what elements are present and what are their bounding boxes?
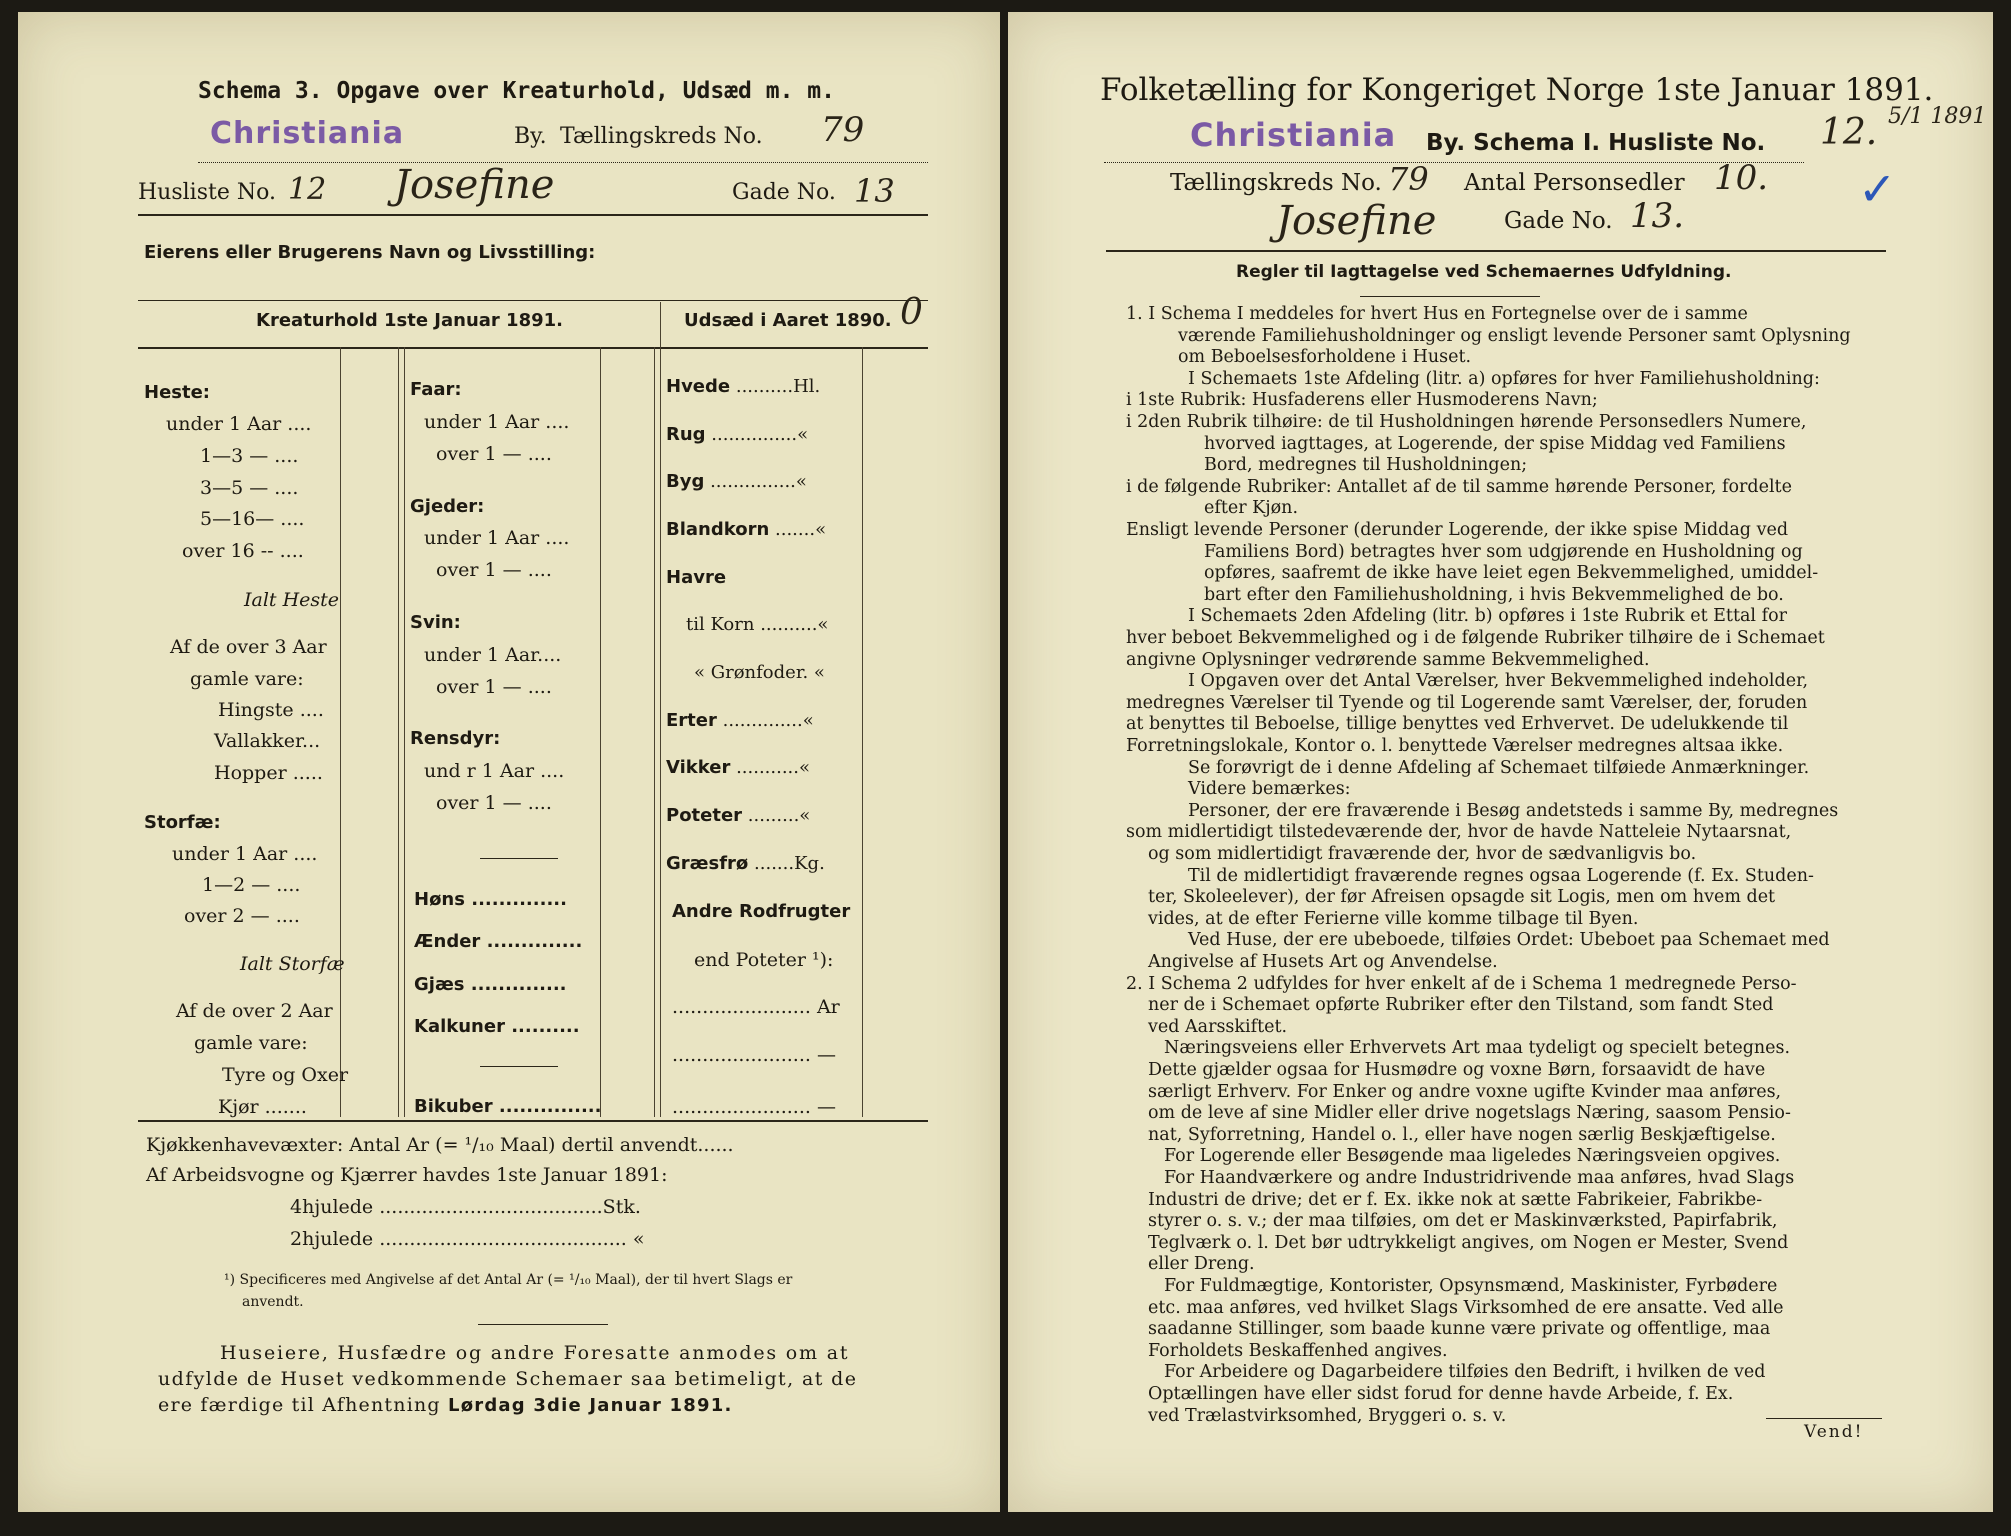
svin-row: under 1 Aar.... <box>424 644 562 666</box>
rule-line: Optællingen have eller sidst forud for denne havde Arbeide, f. Ex. <box>1148 1384 1734 1404</box>
gade-label: Gade No. <box>732 180 836 205</box>
rule-line: Industri de drive; det er f. Ex. ikke nok at sætte Fabrikeier, Fabrikbe- <box>1148 1189 1763 1210</box>
kreds-label: Tællingskreds No. <box>1170 170 1382 196</box>
kreds-value: 79 <box>821 110 865 150</box>
by-line <box>1104 162 1804 163</box>
rule-line: Videre bemærkes: <box>1188 779 1351 800</box>
crop-row: Poteter .........« <box>666 805 811 826</box>
husliste-label: Husliste No. <box>138 180 276 205</box>
rule-line: etc. maa anføres, ved hvilket Slags Virksomhed de ere ansatte. Ved alle <box>1148 1297 1784 1318</box>
af-over2-label: Af de over 2 Aar <box>176 1000 333 1022</box>
rule-line: om Beboelsesforholdene i Huset. <box>1178 347 1472 368</box>
gade-value: 13. <box>1630 196 1685 236</box>
header-rule <box>1106 250 1886 252</box>
firehjulede: 4hjulede .....................................Stk. <box>290 1196 641 1218</box>
rule-line: I Opgaven over det Antal Værelser, hver Bekvemmelighed indeholder, <box>1188 671 1809 692</box>
crop-row: Hvede ..........Hl. <box>666 376 821 397</box>
table-bottom-rule <box>138 1120 928 1122</box>
storfae-row: 1—2 — .... <box>202 874 301 896</box>
heste-row: 3—5 — .... <box>200 477 299 499</box>
gade-label: Gade No. <box>1504 208 1613 234</box>
udsaed-header: Udsæd i Aaret 1890. <box>684 310 892 331</box>
arbeidsvogne: Af Arbeidsvogne og Kjærrer havdes 1ste Januar 1891: <box>146 1164 668 1186</box>
rule-line: Familiens Bord) betragtes hver som udgjørende en Husholdning og <box>1204 541 1803 562</box>
rule-line: Se forøvrigt de i denne Afdeling af Schemaet tilføiede Anmærkninger. <box>1188 757 1810 778</box>
fowl-row: Gjæs .............. <box>414 974 567 995</box>
heste-row: 1—3 — .... <box>200 445 299 467</box>
bikuber-row: Bikuber ............... <box>414 1096 602 1117</box>
rule-line: som midlertidigt tilstedeværende der, hvor de havde Natteleie Nytaarsnat, <box>1126 822 1792 843</box>
by-line <box>198 162 928 163</box>
rule-line: efter Kjøn. <box>1204 498 1299 519</box>
faar-label: Faar: <box>410 379 462 400</box>
rule-line: bart efter den Familiehusholdning, i hvis Bekvemmelighed de bo. <box>1204 584 1784 605</box>
rule-line: i de følgende Rubriker: Antallet af de til samme hørende Personer, fordelte <box>1126 476 1792 497</box>
rule-line: Angivelse af Husets Art og Anvendelse. <box>1148 952 1498 972</box>
heste-label: Heste: <box>144 382 210 403</box>
rule-line: vides, at de efter Ferierne ville komme tilbage til Byen. <box>1148 908 1639 929</box>
fowl-row: Kalkuner .......... <box>414 1016 580 1037</box>
date-note: 5/1 1891 <box>1888 104 1987 129</box>
dash-line: ....................... — <box>672 1096 836 1118</box>
rule-line: 1. I Schema I meddeles for hvert Hus en Fortegnelse over de i samme <box>1126 304 1748 324</box>
city-stamp: Christiania <box>210 116 405 151</box>
closing-text: Huseiere, Husfædre og andre Foresatte anmodes om at <box>220 1342 850 1364</box>
rule-line: Ensligt levende Personer (derunder Logerende, der ikke spise Middag ved <box>1126 520 1789 540</box>
rule-line: Teglværk o. l. Det bør udtrykkeligt angives, om Nogen er Mester, Svend <box>1148 1232 1789 1253</box>
vend-label: Vend! <box>1804 1422 1864 1442</box>
by-label: By. <box>514 124 547 149</box>
closing-text: ere færdige til Afhentning Lørdag 3die Januar 1891. <box>158 1394 733 1416</box>
rule-line: Næringsveiens eller Erhvervets Art maa tydeligt og specielt betegnes. <box>1164 1038 1791 1059</box>
table-top-rule <box>138 347 928 349</box>
header-rule <box>138 214 928 216</box>
af-over3-label: gamle vare: <box>190 668 304 690</box>
owner-label: Eierens eller Brugerens Navn og Livsstilling: <box>144 242 596 263</box>
crop-row: Rug ...............« <box>666 424 809 445</box>
short-rule <box>480 1066 558 1067</box>
horse-type: Hopper ..... <box>214 762 323 784</box>
tohjulede: 2hjulede ......................................... « <box>290 1228 645 1250</box>
rule-line: Forholdets Beskaffenhed angives. <box>1148 1340 1448 1361</box>
rule-line: I Schemaets 2den Afdeling (litr. b) opføres i 1ste Rubrik et Ettal for <box>1188 606 1787 627</box>
gjeder-row: under 1 Aar .... <box>424 527 570 549</box>
vend-rule <box>1766 1418 1882 1419</box>
rensdyr-label: Rensdyr: <box>410 728 501 749</box>
horse-type: Vallakker... <box>214 730 321 752</box>
footnote-rule <box>478 1324 608 1325</box>
rule-line: i 2den Rubrik tilhøire: de til Husholdningen hørende Personsedlers Numere, <box>1126 412 1807 432</box>
rule-line: ner de i Schemaet opførte Rubriker efter den Tilstand, som fandt Sted <box>1148 995 1774 1016</box>
svin-row: over 1 — .... <box>436 676 552 698</box>
rules-title: Regler til Iagttagelse ved Schemaernes Udfyldning. <box>1236 262 1732 282</box>
rule-line: 2. I Schema 2 udfyldes for hver enkelt af de i Schema 1 medregnede Perso- <box>1126 973 1797 994</box>
fowl-row: Ænder .............. <box>414 931 583 952</box>
heste-row: 5—16— .... <box>200 508 305 530</box>
rule-line: angivne Oplysninger vedrørende samme Bekvemmelighed. <box>1126 649 1650 670</box>
rule-line: ved Aarsskiftet. <box>1148 1016 1288 1037</box>
af-over3-label: Af de over 3 Aar <box>170 636 327 658</box>
end-poteter: end Poteter ¹): <box>694 949 834 971</box>
andre-rodfrugter: Andre Rodfrugter <box>672 901 851 922</box>
af-over2-label: gamle vare: <box>194 1032 308 1054</box>
owner-rule <box>138 300 928 301</box>
kreaturhold-header: Kreaturhold 1ste Januar 1891. <box>256 310 563 331</box>
rule-line: For Haandværkere og andre Industridrivende maa anføres, hvad Slags <box>1164 1168 1795 1188</box>
rule-line: For Arbeidere og Dagarbeidere tilføies den Bedrift, i hvilken de ved <box>1164 1362 1766 1383</box>
col1-edge <box>404 347 405 1117</box>
rule-line: eller Dreng. <box>1148 1254 1255 1275</box>
rule-line: Personer, der ere fraværende i Besøg andetsteds i samme By, medregnes <box>1188 800 1839 821</box>
rensdyr-row: und r 1 Aar .... <box>424 760 565 782</box>
horse-type: Hingste .... <box>218 699 324 721</box>
kreds-label: Tællingskreds No. <box>560 124 763 149</box>
rule-line: Dette gjælder ogsaa for Husmødre og voxne Børn, forsaavidt de have <box>1148 1060 1766 1080</box>
crop-row: Byg ...............« <box>666 471 807 492</box>
short-rule <box>480 858 558 859</box>
rule-line: saadanne Stillinger, som baade kunne være private og offentlige, maa <box>1148 1319 1771 1340</box>
footnote: ¹) Specificeres med Angivelse af det Antal Ar (= ¹/₁₀ Maal), der til hvert Slags er <box>224 1272 793 1288</box>
rule-line: Til de midlertidigt fraværende regnes ogsaa Logerende (f. Ex. Studen- <box>1188 865 1814 886</box>
fowl-row: Høns .............. <box>414 889 567 910</box>
rule-line: Bord, medregnes til Husholdningen; <box>1204 455 1528 476</box>
svin-label: Svin: <box>410 612 461 633</box>
kjokkenhave: Kjøkkenhavevæxter: Antal Ar (= ¹/₁₀ Maal) dertil anvendt...... <box>146 1134 734 1156</box>
crop-row: « Grønfoder. « <box>694 662 825 683</box>
storfae-row: under 1 Aar .... <box>172 843 318 865</box>
rule-line: om de leve af sine Midler eller drive nogetslags Næring, saasom Pensio- <box>1148 1103 1791 1124</box>
left-page <box>18 12 1000 1512</box>
rule-line: og som midlertidigt fraværende der, hvor de sædvanligvis bo. <box>1148 844 1697 864</box>
census-title: Folketælling for Kongeriget Norge 1ste Januar 1891. <box>1100 72 1934 108</box>
storfae-row: over 2 — .... <box>184 905 300 927</box>
schema3-title: Schema 3. Opgave over Kreaturhold, Udsæd m. m. <box>198 78 835 104</box>
col3-edge <box>660 302 661 1117</box>
storfae-label: Storfæ: <box>144 812 221 833</box>
rule-line: i 1ste Rubrik: Husfaderens eller Husmoderens Navn; <box>1126 390 1598 411</box>
checkmark-icon: ✓ <box>1858 162 1897 216</box>
kreds-value: 79 <box>1388 160 1429 198</box>
heste-row: under 1 Aar .... <box>166 413 312 435</box>
right-page <box>1008 12 1993 1512</box>
col1-divider <box>340 347 341 1117</box>
rule-line: medregnes Værelser til Tyende og til Logerende samt Værelser, der, foruden <box>1126 692 1808 713</box>
husliste-value: 12 <box>288 172 327 207</box>
col2-edge <box>654 347 655 1117</box>
rule-line: Forretningslokale, Kontor o. l. benyttede Værelser medregnes altsaa ikke. <box>1126 736 1784 756</box>
gade-value: 13 <box>854 172 895 210</box>
city-stamp: Christiania <box>1190 116 1397 154</box>
rule-line: For Logerende eller Besøgende maa ligeledes Næringsveien opgives. <box>1164 1146 1781 1167</box>
rule-line: hvorved iagttages, at Logerende, der spise Middag ved Familiens <box>1204 433 1786 454</box>
rule-line: værende Familiehusholdninger og ensligt levende Personer samt Oplysning <box>1178 325 1851 346</box>
col1-value-divider <box>398 347 399 1117</box>
crop-row: Erter ..............« <box>666 710 814 731</box>
husliste-value: 12. <box>1820 112 1878 153</box>
ialt-heste: Ialt Heste <box>244 589 340 611</box>
crop-row: til Korn ..........« <box>686 614 829 635</box>
faar-row: under 1 Aar .... <box>424 411 570 433</box>
rule-line: at benyttes til Beboelse, tillige benyttes ved Erhvervet. De udelukkende til <box>1126 714 1789 735</box>
ialt-storfae: Ialt Storfæ <box>240 953 345 975</box>
rensdyr-row: over 1 — .... <box>436 792 552 814</box>
by-schema-label: By. Schema I. Husliste No. <box>1426 130 1766 156</box>
rule-line: styrer o. s. v.; der maa tilføies, om det er Maskinværksted, Papirfabrik, <box>1148 1211 1778 1232</box>
rule-line: særligt Erhverv. For Enker og andre voxne ugifte Kvinder maa anføres, <box>1148 1081 1782 1102</box>
udsaed-mark: 0 <box>900 292 923 333</box>
gjeder-row: over 1 — .... <box>436 559 552 581</box>
gjeder-label: Gjeder: <box>410 496 485 517</box>
col2-divider <box>600 347 601 1117</box>
rule-line: ved Trælastvirksomhed, Bryggeri o. s. v. <box>1148 1405 1507 1426</box>
rule-line: nat, Syforretning, Handel o. l., eller have nogen særlig Beskjæftigelse. <box>1148 1124 1776 1145</box>
title-rule <box>1360 296 1540 297</box>
cattle-type: Tyre og Oxer <box>222 1064 349 1086</box>
street-value: Josefine <box>1276 198 1437 244</box>
cattle-type: Kjør ....... <box>218 1096 307 1118</box>
ar-line: ....................... Ar <box>672 996 840 1018</box>
footnote: anvendt. <box>242 1294 304 1310</box>
crop-row: Havre <box>666 567 727 588</box>
rule-line: opføres, saafremt de ikke have leiet egen Bekvemmelighed, umiddel- <box>1204 563 1819 584</box>
crop-row: Vikker ...........« <box>666 757 811 778</box>
rule-line: ter, Skoleelever), der før Afreisen opsagde sit Logis, men om hvem det <box>1148 887 1776 908</box>
dash-line: ....................... — <box>672 1044 836 1066</box>
rule-line: Ved Huse, der ere ubeboede, tilføies Ordet: Ubeboet paa Schemaet med <box>1188 930 1830 951</box>
closing-text: udfylde de Huset vedkommende Schemaer saa betimeligt, at de <box>158 1368 858 1390</box>
col3-divider <box>862 347 863 1117</box>
crop-row: Græsfrø .......Kg. <box>666 853 825 874</box>
rule-line: For Fuldmægtige, Kontorister, Opsynsmænd, Maskinister, Fyrbødere <box>1164 1276 1778 1296</box>
antal-value: 10. <box>1714 158 1769 198</box>
heste-row: over 16 -- .... <box>182 540 304 562</box>
street-value: Josefine <box>394 162 555 208</box>
antal-label: Antal Personsedler <box>1464 170 1685 196</box>
rule-line: hver beboet Bekvemmelighed og i de følgende Rubriker tilhøire de i Schemaet <box>1126 628 1825 648</box>
faar-row: over 1 — .... <box>436 443 552 465</box>
crop-row: Blandkorn .......« <box>666 519 827 540</box>
rule-line: I Schemaets 1ste Afdeling (litr. a) opføres for hver Familiehusholdning: <box>1188 368 1820 389</box>
